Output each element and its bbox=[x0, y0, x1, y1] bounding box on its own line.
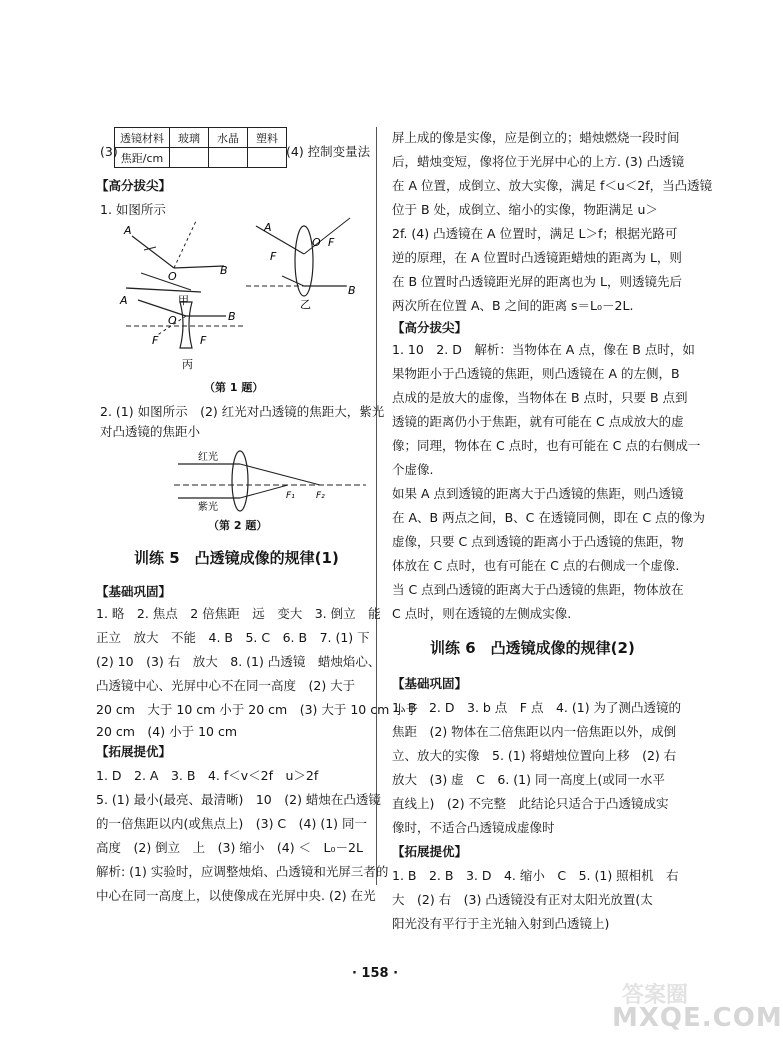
g-line-8: 在 A、B 两点之间，B、C 在透镜同侧，即在 C 点的像为 bbox=[392, 510, 706, 525]
fig2-label-f1: F₁ bbox=[286, 491, 295, 501]
basic-line-3: (2) 10 (3) 右 放大 8. (1) 凸透镜 蜡烛焰心、 bbox=[96, 654, 381, 669]
fig1-label-bing: 丙 bbox=[182, 358, 193, 371]
c-line-4: 放大 (3) 虚 C 6. (1) 同一高度上(或同一水平 bbox=[392, 772, 665, 787]
g-line-1: 1. 10 2. D 解析：当物体在 A 点，像在 B 点时，如 bbox=[392, 342, 695, 357]
fig1-label-a1: A bbox=[124, 224, 132, 237]
d-line-2: 大 (2) 右 (3) 凸透镜没有正对太阳光放置(太 bbox=[392, 892, 653, 907]
fig1-label-jia: 甲 bbox=[178, 294, 189, 307]
figure-1-caption: （第 1 题） bbox=[204, 381, 264, 394]
figure-2-lens-dispersion bbox=[170, 446, 370, 516]
fig2-label-red: 红光 bbox=[198, 452, 218, 463]
table-row bbox=[115, 148, 287, 168]
lens-material-table bbox=[114, 127, 287, 168]
g-line-2: 果物距小于凸透镜的焦距，则凸透镜在 A 的左侧，B bbox=[392, 366, 680, 381]
fig1-label-o3: O bbox=[168, 314, 177, 327]
watermark-cn: 答案圈 bbox=[622, 983, 689, 1008]
training-5-title: 训练 5 凸透镜成像的规律(1) bbox=[134, 549, 339, 567]
watermark: MXQE.COM bbox=[612, 1003, 783, 1033]
table-cell: 玻璃 bbox=[170, 128, 209, 148]
r-line-8: 两次所在位置 A、B 之间的距离 s＝L₀－2L. bbox=[392, 298, 634, 313]
section-heading-tuozhan-right: 【拓展提优】 bbox=[392, 844, 468, 859]
fig1-label-o1: O bbox=[168, 270, 177, 283]
basic-line-4: 凸透镜中心、光屏中心不在同一高度 (2) 大于 bbox=[96, 678, 356, 693]
column-divider bbox=[376, 127, 377, 885]
table-cell: 塑料 bbox=[248, 128, 287, 148]
table-cell bbox=[248, 148, 287, 168]
ext-line-2: 5. (1) 最小(最亮、最清晰) 10 (2) 蜡烛在凸透镜 bbox=[96, 792, 381, 807]
r-line-1: 屏上成的像是实像，应是倒立的；蜡烛燃烧一段时间 bbox=[392, 130, 680, 145]
training-6-title: 训练 6 凸透镜成像的规律(2) bbox=[430, 639, 635, 657]
fig1-label-f2a: F bbox=[328, 236, 335, 249]
table-cell: 水晶 bbox=[209, 128, 248, 148]
c-line-6: 像时，不适合凸透镜成虚像时 bbox=[392, 820, 555, 835]
c-line-3: 立、放大的实像 5. (1) 将蜡烛位置向上移 (2) 右 bbox=[392, 748, 677, 763]
q3-label: (3) bbox=[100, 144, 118, 159]
fig1-label-o2: O bbox=[312, 236, 321, 249]
ext-line-4: 高度 (2) 倒立 上 (3) 缩小 (4) ＜ L₀－2L bbox=[96, 840, 363, 855]
d-line-3: 阳光没有平行于主光轴入射到凸透镜上) bbox=[392, 916, 610, 931]
ext-line-6: 中心在同一高度上，以使像成在光屏中央. (2) 在光 bbox=[96, 888, 376, 903]
fig1-label-a2: A bbox=[264, 221, 272, 234]
fig1-label-a3: A bbox=[120, 294, 128, 307]
g-line-6: 个虚像. bbox=[392, 462, 434, 477]
r-line-3: 在 A 位置，成倒立、放大实像，满足 f＜u＜2f，当凸透镜 bbox=[392, 178, 713, 193]
g-line-10: 体放在 C 点时，也有可能在 C 点的右侧成一个虚像. bbox=[392, 558, 680, 573]
ext-line-1: 1. D 2. A 3. B 4. f＜v＜2f u＞2f bbox=[96, 768, 319, 783]
table-cell bbox=[209, 148, 248, 168]
fig1-label-b1: B bbox=[220, 264, 228, 277]
ext-line-3: 的一倍焦距以内(或焦点上) (3) C (4) (1) 同一 bbox=[96, 816, 368, 831]
basic-line-1: 1. 略 2. 焦点 2 倍焦距 远 变大 3. 倒立 能 bbox=[96, 606, 381, 621]
r-line-7: 在 B 位置时凸透镜距光屏的距离也为 L，则透镜先后 bbox=[392, 274, 682, 289]
r-line-4: 位于 B 处，成倒立、缩小的实像，物距满足 u＞ bbox=[392, 202, 658, 217]
fig2-label-f2: F₂ bbox=[316, 491, 325, 501]
g-line-11: 当 C 点到凸透镜的距离大于凸透镜的焦距，物体放在 bbox=[392, 582, 684, 597]
section-heading-gaofen: 【高分拔尖】 bbox=[96, 178, 172, 193]
g-line-12: C 点时，则在透镜的左侧成实像. bbox=[392, 606, 572, 621]
figure-1-optics bbox=[116, 216, 356, 378]
fig1-label-f3a: F bbox=[152, 334, 159, 347]
table-cell: 焦距/cm bbox=[115, 148, 170, 168]
g-line-5: 像；同理，物体在 C 点时，也有可能在 C 点的右侧成一 bbox=[392, 438, 701, 453]
table-cell bbox=[170, 148, 209, 168]
g-line-4: 透镜的距离仍小于焦距，就有可能在 C 点成放大的虚 bbox=[392, 414, 684, 429]
g-line-3: 点成的是放大的虚像，当物体在 B 点时，只要 B 点到 bbox=[392, 390, 688, 405]
c-line-5: 直线上) (2) 不完整 此结论只适合于凸透镜成实 bbox=[392, 796, 669, 811]
section-heading-gaofen-right: 【高分拔尖】 bbox=[392, 320, 468, 335]
fig1-label-b3: B bbox=[228, 310, 236, 323]
fig1-label-b2: B bbox=[348, 284, 356, 297]
r-line-2: 后，蜡烛变短，像将位于光屏中心的上方. (3) 凸透镜 bbox=[392, 154, 685, 169]
section-heading-jichu-right: 【基础巩固】 bbox=[392, 676, 468, 691]
section-heading-tuozhan: 【拓展提优】 bbox=[96, 744, 172, 759]
basic-line-5: 20 cm 大于 10 cm 小于 20 cm (3) 大于 10 cm 小于 bbox=[96, 702, 419, 717]
r-line-6: 逆的原理，在 A 位置时凸透镜距蜡烛的距离为 L，则 bbox=[392, 250, 682, 265]
q2-line-2: 对凸透镜的焦距小 bbox=[100, 424, 201, 439]
table-cell: 透镜材料 bbox=[115, 128, 170, 148]
fig1-label-f2b: F bbox=[270, 250, 277, 263]
d-line-1: 1. B 2. B 3. D 4. 缩小 C 5. (1) 照相机 右 bbox=[392, 868, 679, 883]
r-line-5: 2f. (4) 凸透镜在 A 位置时，满足 L＞f；根据光路可 bbox=[392, 226, 678, 241]
fig1-label-yi: 乙 bbox=[300, 298, 311, 311]
ext-line-5: 解析: (1) 实验时，应调整烛焰、凸透镜和光屏三者的 bbox=[96, 864, 389, 879]
table-row bbox=[115, 128, 287, 148]
fig1-label-f3b: F bbox=[200, 334, 207, 347]
c-line-1: 1. B 2. D 3. b 点 F 点 4. (1) 为了测凸透镜的 bbox=[392, 700, 682, 715]
c-line-2: 焦距 (2) 物体在二倍焦距以内一倍焦距以外，成倒 bbox=[392, 724, 677, 739]
basic-line-2: 正立 放大 不能 4. B 5. C 6. B 7. (1) 下 bbox=[96, 630, 370, 645]
q1-answer: 1. 如图所示 bbox=[100, 202, 166, 217]
g-line-9: 虚像，只要 C 点到透镜的距离小于凸透镜的焦距，物 bbox=[392, 534, 684, 549]
q2-line-1: 2. (1) 如图所示 (2) 红光对凸透镜的焦距大，紫光 bbox=[100, 404, 385, 419]
g-line-7: 如果 A 点到透镜的距离大于凸透镜的焦距，则凸透镜 bbox=[392, 486, 684, 501]
q4-answer: (4) 控制变量法 bbox=[286, 144, 371, 159]
figure-2-caption: （第 2 题） bbox=[208, 519, 268, 532]
section-heading-jichu: 【基础巩固】 bbox=[96, 584, 172, 599]
fig2-label-violet: 紫光 bbox=[198, 502, 218, 513]
page-number: · 158 · bbox=[351, 966, 399, 981]
basic-line-6: 20 cm (4) 小于 10 cm bbox=[96, 724, 238, 739]
